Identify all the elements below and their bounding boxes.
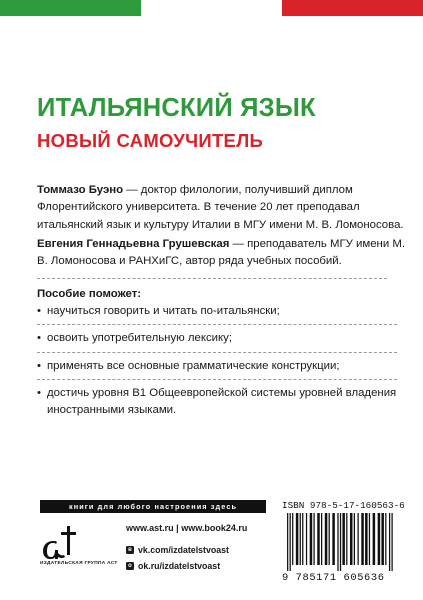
flag-red-stripe	[282, 0, 423, 16]
barcode-bar	[306, 513, 307, 565]
author1-text: — доктор филологии, получивший диплом Флорентийского университета. В течение 20 лет преподавал итальянский язык и культуру Италии в МГУ имени М. В. Ломоносова.	[37, 184, 404, 231]
vk-link[interactable]	[126, 545, 229, 555]
barcode-bar	[346, 513, 347, 565]
barcode-bar	[296, 513, 299, 565]
barcode-bar	[325, 513, 328, 565]
website-links[interactable]: www.ast.ru | www.book24.ru	[126, 523, 248, 533]
barcode-bar	[358, 513, 359, 565]
barcode-bar	[329, 513, 330, 565]
barcode	[282, 513, 402, 571]
ok-link-text: ok.ru/izdatelstvoast	[138, 561, 221, 571]
barcode-bar	[369, 513, 370, 565]
author1-name: Томмазо Буэно	[37, 184, 124, 196]
barcode-bar	[292, 513, 293, 565]
ok-link[interactable]	[126, 561, 220, 571]
barcode-bar	[317, 513, 320, 565]
barcode-bar	[300, 513, 301, 565]
flag-white-stripe	[141, 0, 282, 16]
author2-name: Евгения Геннадьевна Грушевская	[37, 238, 230, 250]
barcode-bar	[391, 513, 392, 571]
barcode-bar	[361, 513, 364, 565]
benefits-heading: Пособие поможет:	[37, 288, 142, 300]
barcode-bar	[350, 513, 353, 565]
isbn-block	[282, 500, 407, 590]
list-item: • достичь уровня В1 Общеевропейской системы уровней владения иностранными языками.	[37, 379, 397, 424]
benefits-list	[37, 298, 397, 423]
barcode-bar	[365, 513, 368, 565]
barcode-bar	[340, 513, 341, 571]
author2-bio	[37, 236, 407, 271]
publisher-logo	[40, 523, 118, 566]
barcode-bar	[290, 513, 291, 571]
italian-flag-stripe	[0, 0, 423, 16]
barcode-bar	[332, 513, 335, 565]
isbn-digits: 9 785171 605636	[282, 572, 385, 584]
barcode-bar	[378, 513, 381, 565]
barcode-bar	[310, 513, 313, 565]
vk-link-text: vk.com/izdatelstvoast	[138, 545, 229, 555]
barcode-bar	[354, 513, 355, 565]
barcode-bar	[381, 513, 384, 565]
barcode-bar	[337, 513, 338, 571]
barcode-bar	[287, 513, 288, 571]
slogan-band: книги для любого настроения здесь	[40, 500, 266, 513]
book-title: ИТАЛЬЯНСКИЙ ЯЗЫК	[37, 94, 316, 122]
barcode-bar	[373, 513, 376, 565]
publisher-name: ИЗДАТЕЛЬСКАЯ ГРУППА АСТ	[40, 561, 118, 566]
barcode-bar	[313, 513, 314, 565]
ast-logo-icon	[40, 523, 80, 559]
list-item: • освоить употребительную лексику;	[37, 324, 397, 351]
list-item: • применять все основные грамматические конструкции;	[37, 352, 397, 379]
ok-icon: о	[126, 562, 134, 570]
barcode-bar	[342, 513, 345, 565]
barcode-bar	[321, 513, 322, 565]
author2-text: — преподаватель МГУ имени М. В. Ломоносова и РАНХиГС, автор ряда учебных пособий.	[37, 238, 406, 268]
isbn-label: ISBN 978-5-17-160563-6	[282, 500, 405, 511]
barcode-bar	[389, 513, 390, 571]
dashed-divider	[37, 278, 387, 279]
book-subtitle: НОВЫЙ САМОУЧИТЕЛЬ	[37, 130, 264, 151]
vk-icon: в	[126, 546, 134, 554]
barcode-bar	[385, 513, 386, 565]
flag-green-stripe	[0, 0, 141, 16]
author1-bio	[37, 182, 407, 234]
barcode-bar	[302, 513, 303, 565]
list-item: • научиться говорить и читать по-итальянски;	[37, 298, 397, 324]
